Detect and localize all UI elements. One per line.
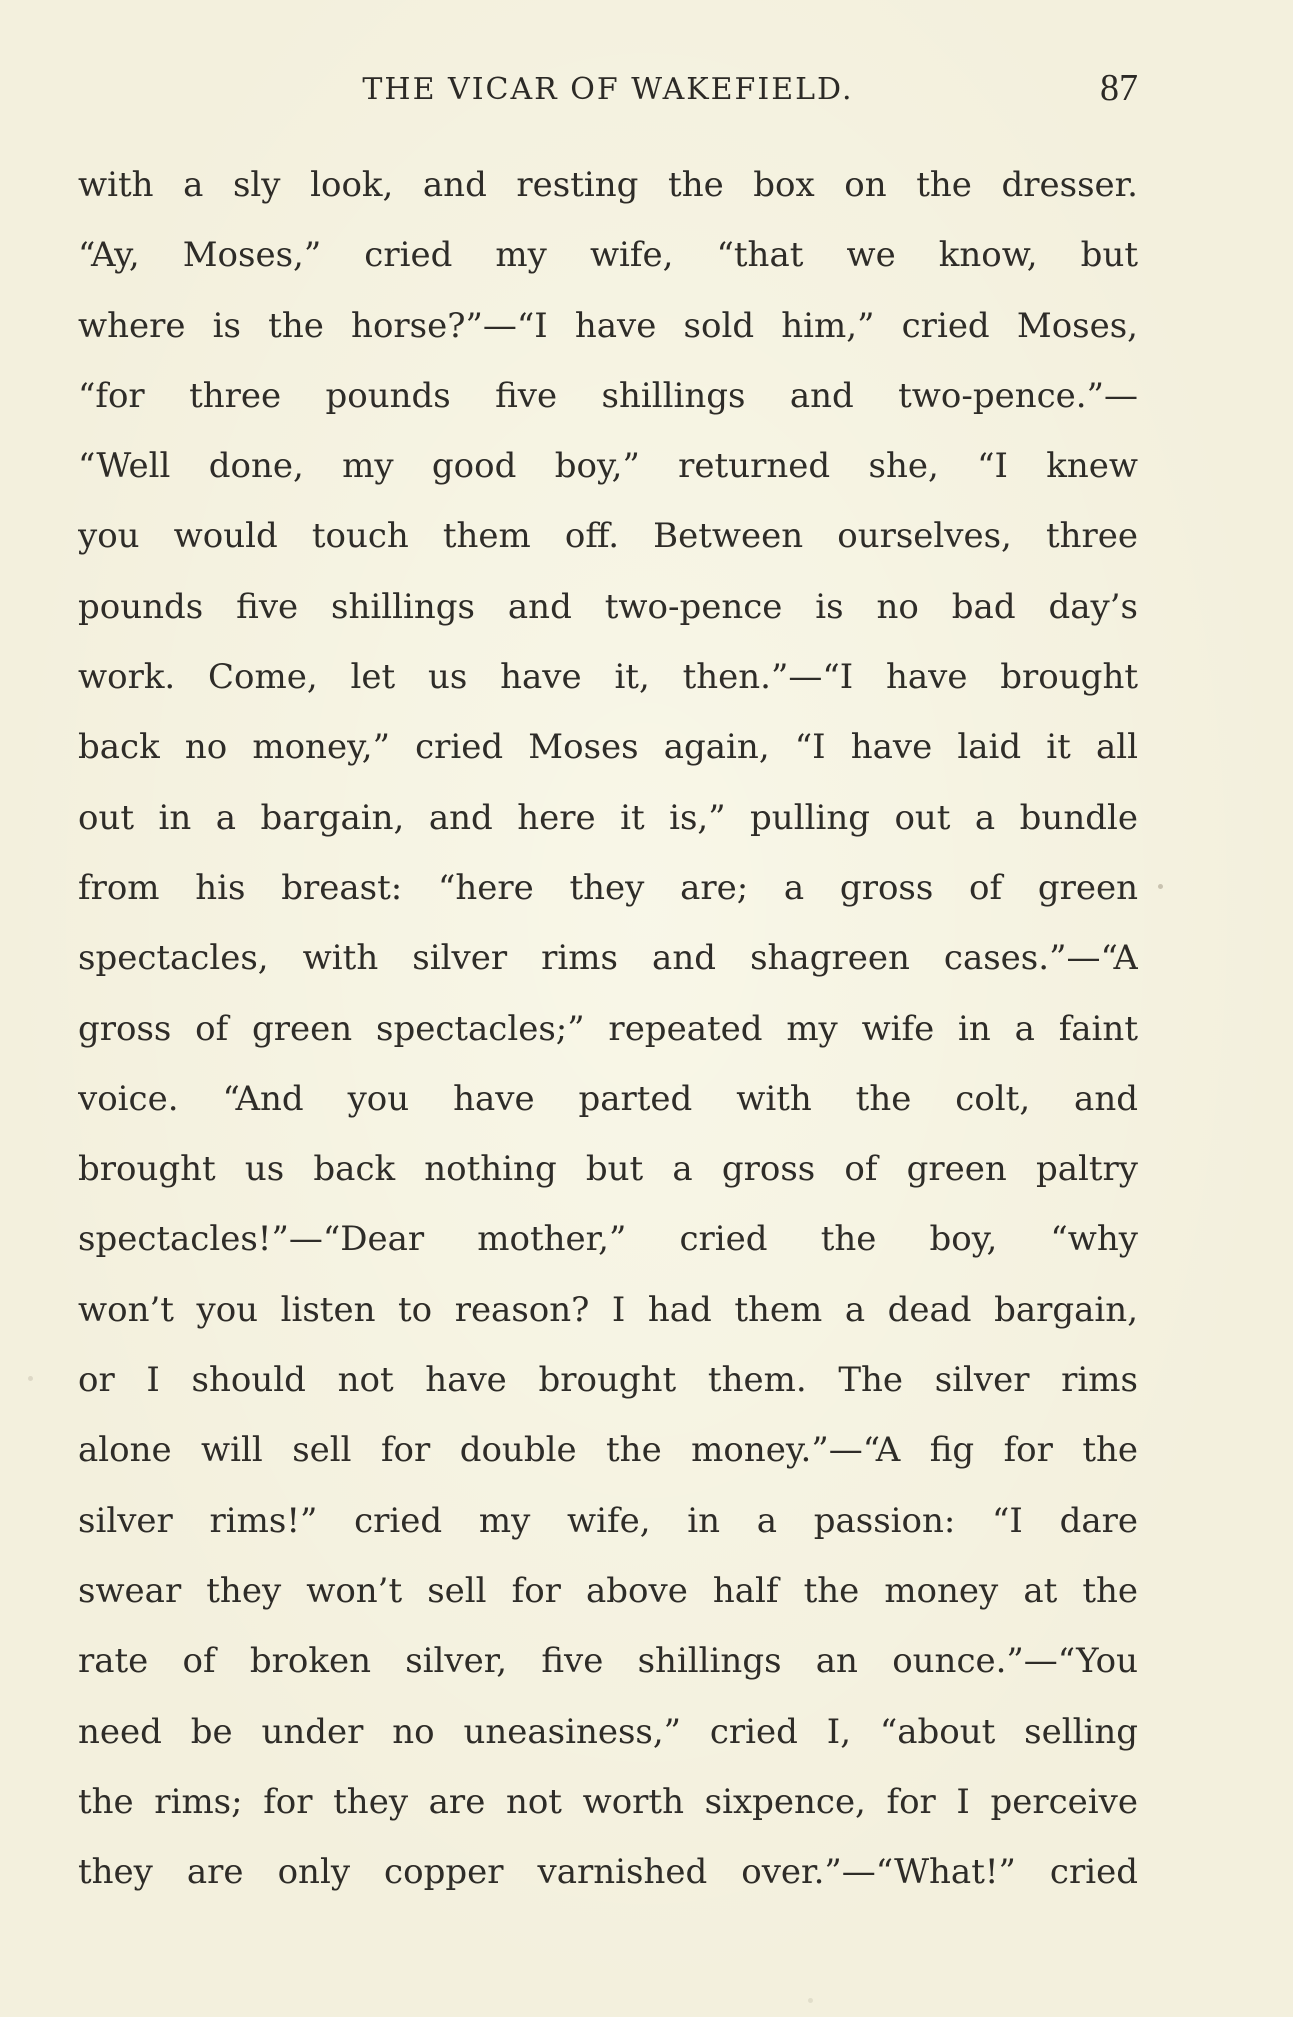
paper-speck [808,1998,813,2003]
text-line: “Ay, Moses,” cried my wife, “that we know, but [78,235,1138,276]
text-line: where is the horse?”—“I have sold him,” cried Moses, [78,305,1138,346]
text-line: out in a bargain, and here it is,” pulling out a bundle [78,797,1138,838]
text-line: rate of broken silver, five shillings an ounce.”—“You [78,1641,1138,1682]
text-line: back no money,” cried Moses again, “I have laid it all [78,727,1138,768]
text-line: need be under no uneasiness,” cried I, “about selling [78,1711,1138,1752]
text-line: alone will sell for double the money.”—“A fig for the [78,1430,1138,1471]
paper-speck [1158,884,1163,889]
text-line: “for three pounds five shillings and two-pence.”— [78,375,1138,416]
text-line: or I should not have brought them. The silver rims [78,1360,1138,1401]
body-text [78,150,1138,1907]
text-line: they are only copper varnished over.”—“What!” cried [78,1852,1138,1893]
text-line: swear they won’t sell for above half the money at the [78,1570,1138,1611]
text-line: the rims; for they are not worth sixpence, for I perceive [78,1781,1138,1822]
text-line: won’t you listen to reason? I had them a dead bargain, [78,1289,1138,1330]
text-line: work. Come, let us have it, then.”—“I have brought [78,657,1138,698]
page-number: 87 [1100,67,1138,109]
paper-speck [28,1376,33,1381]
running-title: THE VICAR OF WAKEFIELD. [362,72,854,107]
running-head [78,66,1138,114]
text-line: gross of green spectacles;” repeated my wife in a faint [78,1008,1138,1049]
text-line: voice. “And you have parted with the colt, and [78,1078,1138,1119]
text-line: from his breast: “here they are; a gross of green [78,867,1138,908]
text-line: “Well done, my good boy,” returned she, “I knew [78,446,1138,487]
text-line: spectacles!”—“Dear mother,” cried the boy, “why [78,1219,1138,1260]
text-line: brought us back nothing but a gross of green paltry [78,1149,1138,1190]
text-line: pounds five shillings and two-pence is no bad day’s [78,586,1138,627]
text-line: with a sly look, and resting the box on the dresser. [78,165,1138,205]
text-line: spectacles, with silver rims and shagreen cases.”—“A [78,938,1138,979]
text-line: silver rims!” cried my wife, in a passion: “I dare [78,1500,1138,1541]
text-line: you would touch them off. Between ourselves, three [78,516,1138,557]
